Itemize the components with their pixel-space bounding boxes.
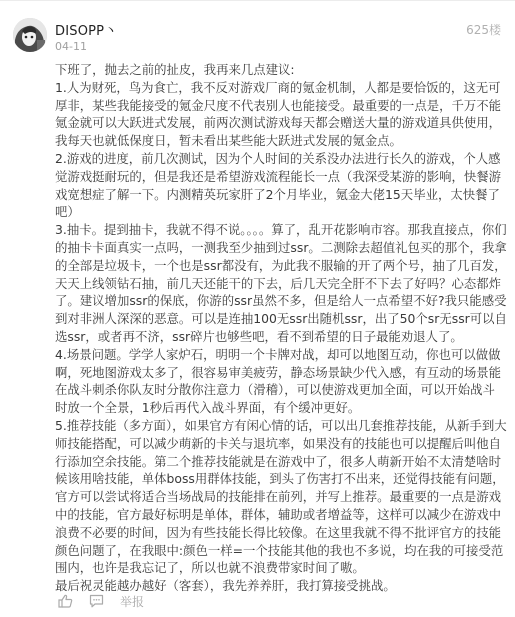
paragraph: 3.抽卡。提到抽卡，我就不得不说。。。。算了，乱开花影响市容。那我直接点，你们的抽卡卡面真实一点吗，一测我至少抽到过ssr。二测除去超值礼包买的那个，我拿的全部是垃圾卡，一个也是ssr都没有，为此我不服输的开了两个号，抽了几百发，天天上线领钻石抽，前几天还能干的下去，后几天完全肝不下去了好吗？心态都炸了。建议增加ssr的保底，你游的ssr虽然不多，但是给人一点希望不好?我只能感受到对非洲人深深的恶意。可以是连抽100无ssr出随机ssr，出了50个sr无ssr可以自选ssr，或者再不济，ssr碎片也够些吧，看不到希望的日子最能劝退人了。 (55, 222, 507, 344)
post-content (55, 61, 507, 595)
paragraph: 下班了，抛去之前的扯皮，我再来几点建议: (55, 62, 295, 77)
report-button[interactable] (120, 593, 144, 610)
username[interactable]: DISOPP丶 (55, 24, 118, 39)
floor-number: 625楼 (466, 23, 501, 37)
post-date: 04-11 (55, 40, 87, 53)
paragraph: 4.场景问题。学学人家炉石，明明一个卡牌对战，却可以地图互动，你也可以做做啊，死地图游戏太多了，很容易审美疲劳，静态场景缺少代入感，有互动的场景能在战斗刺杀你队友时分散你注意力（滑稽），可以使游戏更加全面，可以开始战斗时放一个全景，1秒后再代入战斗界面，有个缓冲更好。 (55, 346, 502, 416)
thumbs-up-icon (58, 594, 73, 608)
comment-button[interactable] (89, 594, 108, 608)
action-bar (58, 590, 156, 612)
paragraph: 5.推荐技能（多方面），如果官方有闲心情的话，可以出几套推荐技能，从新手到大师技能搭配，可以减少萌新的卡关与退坑率，如果没有的技能也可以提醒后叫他自行添加空余技能。第二个推荐技能就是在游戏中了，很多人萌新开始不太清楚啥时候该用啥技能，单体boss用群体技能，到头了伤害打不出来，还觉得技能有问题，官方可以尝试将适合当场战局的技能排在前列，并写上推荐。最重要的一点是游戏中的技能，官方最好标明是单体，群体，辅助或者增益等，这样可以减少在游戏中浪费不必要的时间，因为有些技能长得比较像。在这里我就不得不批评官方的技能颜色问题了，在我眼中:颜色一样=一个技能其他的我也不多说，均在我的可接受范围内，也许是我忘记了，所以也就不浪费带家时间了嗷。 (55, 417, 507, 576)
like-button[interactable] (58, 594, 77, 608)
report-label: 举报 (120, 594, 145, 609)
paragraph: 2.游戏的进度，前几次测试，因为个人时间的关系没办法进行长久的游戏，个人感觉游戏挺耐玩的，但是我还是希望游戏流程能长一点（我深受某游的影响，快餐游戏宽想症了解一下。内测精英玩家肝了2个月毕业，氪金大佬15天毕业，太快餐了吧） (55, 150, 502, 220)
paragraph: 1.人为财死，鸟为食亡，我不反对游戏厂商的氪金机制，人都是要恰饭的，这无可厚非，某些我能接受的氪金尺度不代表别人也能接受。最重要的一点是，千万不能氪金就可以大跃进式发展，前两次测试游戏每天都会赠送大量的游戏道具供使用，我每天也就低保度日，暂未看出某些能大跃进式发展的氪金点。 (55, 79, 502, 149)
avatar[interactable] (13, 18, 47, 52)
comment-icon (89, 594, 104, 608)
avatar-image (13, 18, 47, 52)
paragraph: 最后祝灵能越办越好（客套），我先养养肝，我打算接受挑战。 (55, 578, 396, 594)
